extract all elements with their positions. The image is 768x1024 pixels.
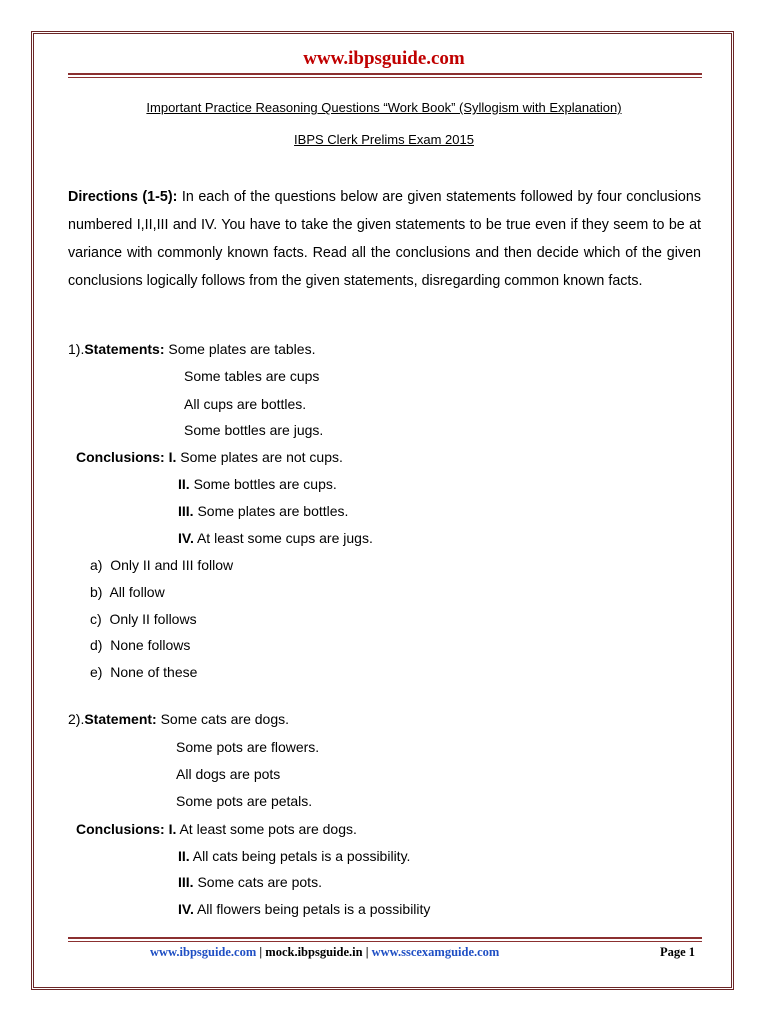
q2-conclusion-2: II. All cats being petals is a possibility. [178, 848, 411, 864]
footer-link-sscexamguide[interactable]: www.sscexamguide.com [371, 945, 500, 959]
q2-conclusion-1: Conclusions: I. At least some pots are dogs. [76, 821, 357, 837]
header-rule [68, 73, 702, 78]
q2-conclusion-3: III. Some cats are pots. [178, 874, 322, 890]
directions-label: Directions (1-5): [68, 189, 178, 205]
q1-option-a: a) Only II and III follow [90, 557, 234, 573]
footer-rule [68, 937, 702, 942]
document-subtitle [0, 132, 768, 147]
q2-statement-4: Some pots are petals. [176, 793, 313, 809]
q1-conclusion-1: Conclusions: I. Some plates are not cups. [76, 449, 343, 465]
q2-conclusion-4: IV. All flowers being petals is a possibility [178, 901, 431, 917]
q1-conclusion-2: II. Some bottles are cups. [178, 476, 337, 492]
q2-statement-1: 2).Statement: Some cats are dogs. [68, 711, 289, 727]
q1-statement-2: Some tables are cups [184, 368, 320, 384]
footer-link-mock[interactable]: mock.ibpsguide.in [265, 945, 363, 959]
footer-links: www.ibpsguide.com | mock.ibpsguide.in | www.sscexamguide.com [150, 945, 500, 959]
q1-option-b: b) All follow [90, 584, 165, 600]
q1-statement-4: Some bottles are jugs. [184, 422, 324, 438]
q1-option-e: e) None of these [90, 664, 198, 680]
q1-statement-1: 1).Statements: Some plates are tables. [68, 341, 316, 357]
title-line-2: IBPS Clerk Prelims Exam 2015 [294, 132, 474, 147]
q1-option-c: c) Only II follows [90, 611, 197, 627]
q1-option-d: d) None follows [90, 637, 191, 653]
site-title[interactable]: www.ibpsguide.com [303, 48, 465, 69]
q2-statement-2: Some pots are flowers. [176, 739, 320, 755]
document-title [0, 100, 768, 115]
q1-conclusion-3: III. Some plates are bottles. [178, 503, 349, 519]
footer-link-ibpsguide[interactable]: www.ibpsguide.com [150, 945, 257, 959]
directions-text: In each of the questions below are given statements followed by four conclusions numbered I,II,III and IV. You have to take the given statements to be true even if they seem to be at variance with commonly known facts. Read all the conclusions and then decide which of the given conclusions logically follows from the given statements, disregarding common known facts. [68, 189, 701, 289]
q1-statement-3: All cups are bottles. [184, 396, 307, 412]
directions-paragraph [68, 183, 701, 295]
page-border [31, 31, 734, 990]
title-line-1: Important Practice Reasoning Questions “Work Book” (Syllogism with Explanation) [146, 100, 622, 115]
page-number: Page 1 [660, 945, 696, 959]
q1-conclusion-4: IV. At least some cups are jugs. [178, 530, 373, 546]
q2-statement-3: All dogs are pots [176, 766, 281, 782]
